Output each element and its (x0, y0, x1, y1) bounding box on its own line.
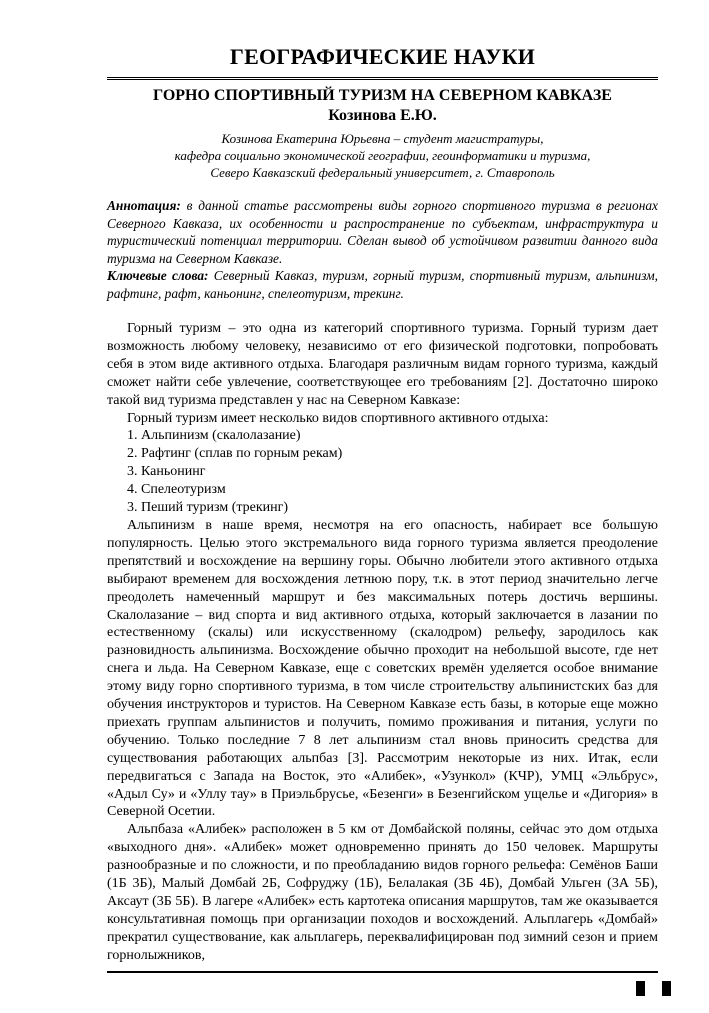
list-item: 1. Альпинизм (скалолазание) (127, 428, 301, 444)
article-body (107, 320, 658, 965)
section-title: ГЕОГРАФИЧЕСКИЕ НАУКИ (229, 44, 536, 69)
page-mark (636, 981, 645, 996)
paragraph-alibek: Альпбаза «Алибек» расположен в 5 км от Домбайской поляны, сейчас это дом отдыха «выходного дня». «Алибек» может одновременно принять до 150 человек. Маршруты разнообразные и по сложности, и по преобладанию видов горного рельефа: Семёнов Баши (1Б 3Б), Малый Домбай 2Б, Софруджу (1Б), Белалакая (3Б 4Б), Домбай Ульген (3А 5Б), Аксаут (3Б 5Б). В лагере «Алибек» есть картотека описания маршрутов, там же оказывается консультативная помощь при организации походов и восхождений. Альплагерь «Домбай» прекратил существование, как альплагерь, переквалифицирован под зимний сезон и прием горнолыжников, (107, 822, 658, 963)
author-name: Козинова Е.Ю. (328, 107, 437, 124)
abstract (107, 197, 658, 302)
paragraph-intro: Горный туризм – это одна из категорий спортивного туризма. Горный туризм дает возможность любому человеку, независимо от его физической подготовки, попробовать себя в этом виде активного отдыха. Благодаря различным видам горного туризма, каждый сможет найти себе увлечение, соответствующее его требованиям [2]. Достаточно широко такой вид туризма представлен у нас на Северном Кавказе: (107, 321, 658, 408)
list-item: 3. Каньонинг (127, 464, 206, 480)
page-marks (619, 981, 671, 1001)
paragraph-alpinism: Альпинизм в наше время, несмотря на его опасность, набирает все большую популярность. Целью этого экстремального вида горного туризма является преодоление препятствий и восхождение на вершину горы. Обычно любители этого активного отдыха выбирают временем для восхождения летнюю пору, т.к. в этот период значительно легче преодолеть намеченный маршрут и без максимальных потерь достичь вершины. Скалолазание – вид спорта и вид активного отдыха, который заключается в лазании по естественному (скалы) или искусственному (скалодром) рельефу, зародилось как разновидность альпинизма. Восхождение обычно проходит на небольшой высоте, где нет снега и льда. На Северном Кавказе, еще с советских времён уделяется особое внимание этому виду горно спортивного туризма, в том числе строительству альпинистских баз для обучения инструкторов и туристов. На Северном Кавказе есть базы, в которые еще можно приехать группам альпинистов и получить, помимо проживания и питания, услуги по обучению. Только последние 7 8 лет альпинизм стал вновь приносить средства для существования работающих альпбаз [3]. Рассмотрим некоторые из них. Итак, если передвигаться с Запада на Восток, это «Алибек», «Узункол» (КЧР), УМЦ «Эльбрус», «Адыл Су» и «Уллу тау» в Приэльбрусье, «Безенги» в Безенгийском ущелье и «Дигория» в Северной Осетии. (107, 517, 658, 820)
page-mark (662, 981, 671, 996)
paragraph-types-intro: Горный туризм имеет несколько видов спортивного активного отдыха: (127, 410, 549, 426)
affiliation-line: Северо Кавказский федеральный университет, г. Ставрополь (210, 165, 555, 180)
list-item: 3. Пеший туризм (трекинг) (127, 500, 289, 516)
abstract-text: в данной статье рассмотрены виды горного спортивного туризма в регионах Северного Кавказа, их особенности и распространение по субъектам, инфраструктура и туристический потенциал территории. Сделан вывод об устойчивом развитии данного вида туризма на Северном Кавказе. (107, 198, 658, 266)
affiliation-line: кафедра социально экономической географии, геоинформатики и туризма, (174, 148, 591, 163)
keywords-label: Ключевые слова: (107, 268, 209, 283)
footer-rule (107, 971, 658, 973)
affiliation-block (107, 130, 658, 181)
header-rule (107, 77, 658, 80)
list-item: 4. Спелеотуризм (127, 482, 226, 498)
list-item: 2. Рафтинг (сплав по горным рекам) (127, 446, 343, 462)
abstract-label: Аннотация: (107, 198, 181, 213)
keywords-text: Северный Кавказ, туризм, горный туризм, спортивный туризм, альпинизм, рафтинг, рафт, каньонинг, спелеотуризм, трекинг. (107, 268, 658, 301)
page-content (107, 44, 658, 965)
article-title: ГОРНО СПОРТИВНЫЙ ТУРИЗМ НА СЕВЕРНОМ КАВКАЗЕ (153, 87, 612, 104)
affiliation-line: Козинова Екатерина Юрьевна – студент магистратуры, (221, 131, 544, 146)
